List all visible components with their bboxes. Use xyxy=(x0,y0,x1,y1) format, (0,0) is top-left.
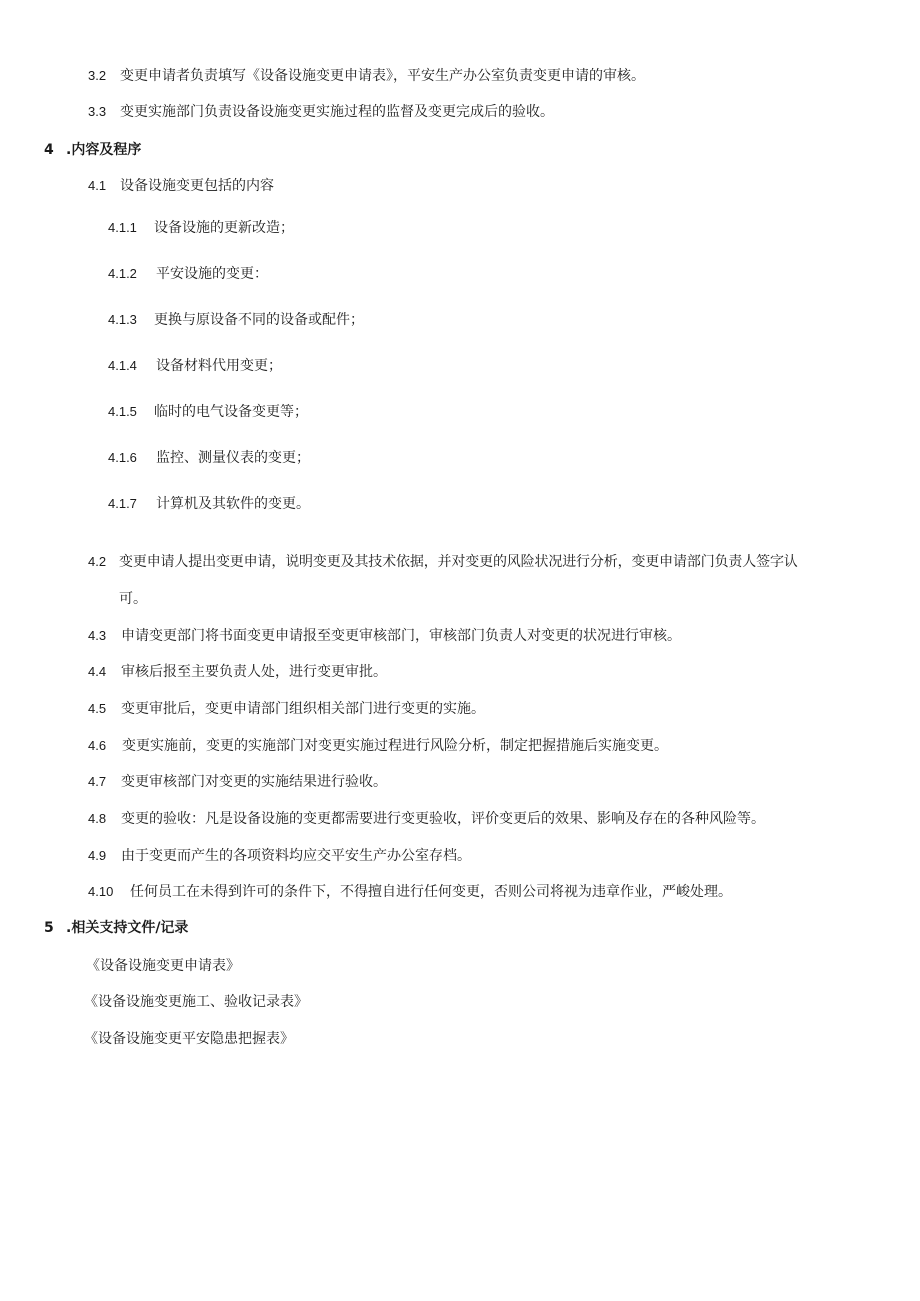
section-heading-4 xyxy=(44,140,141,160)
item-4-2-continuation xyxy=(119,589,147,609)
record-item xyxy=(84,1029,294,1049)
item-text: 任何员工在未得到许可的条件下，不得擅自进行任何变更，否则公司将视为违章作业，严峻处理。 xyxy=(130,884,732,900)
item-number: 4.1 xyxy=(88,178,107,193)
item-4-2 xyxy=(88,552,798,572)
item-text: 变更实施前，变更的实施部门对变更实施过程进行风险分析，制定把握措施后实施变更。 xyxy=(122,738,668,754)
item-4-1-7 xyxy=(108,494,310,514)
item-3-3 xyxy=(88,102,554,122)
record-text: 《设备设施变更申请表》 xyxy=(86,958,240,974)
item-number: 4.2 xyxy=(88,554,107,569)
item-text: 设备设施的更新改造； xyxy=(154,220,294,236)
item-text: 申请变更部门将书面变更申请报至变更审核部门，审核部门负责人对变更的状况进行审核。 xyxy=(121,628,681,644)
item-text: 变更实施部门负责设备设施变更实施过程的监督及变更完成后的验收。 xyxy=(120,104,554,120)
item-text: 变更申请人提出变更申请，说明变更及其技术依据，并对变更的风险状况进行分析，变更申请部门负责人签字认 xyxy=(119,554,798,570)
item-text: 变更的验收：凡是设备设施的变更都需要进行变更验收，评价变更后的效果、影响及存在的各种风险等。 xyxy=(121,811,765,827)
record-item xyxy=(86,956,240,976)
item-text: 变更申请者负责填写《设备设施变更申请表》，平安生产办公室负责变更申请的审核。 xyxy=(120,68,645,84)
item-text: 设备材料代用变更； xyxy=(156,358,282,374)
item-number: 4.9 xyxy=(88,848,107,863)
item-4-1-1 xyxy=(108,218,294,238)
item-number: 4.1.7 xyxy=(108,496,137,511)
item-4-1-6 xyxy=(108,448,310,468)
item-number: 4.1.5 xyxy=(108,404,137,419)
item-4-1-5 xyxy=(108,402,308,422)
item-text: 更换与原设备不同的设备或配件； xyxy=(154,312,364,328)
item-4-7 xyxy=(88,772,387,792)
item-number: 3.3 xyxy=(88,104,107,119)
item-4-5 xyxy=(88,699,485,719)
item-number: 3.2 xyxy=(88,68,107,83)
item-4-1-4 xyxy=(108,356,282,376)
record-text: 《设备设施变更平安隐患把握表》 xyxy=(84,1031,294,1047)
item-4-4 xyxy=(88,662,387,682)
item-number: 4.1.6 xyxy=(108,450,137,465)
record-text: 《设备设施变更施工、验收记录表》 xyxy=(84,994,308,1010)
heading-text: .相关支持文件/记录 xyxy=(66,920,189,936)
item-number: 4.4 xyxy=(88,664,107,679)
item-4-1-2 xyxy=(108,264,268,284)
item-4-3 xyxy=(88,626,681,646)
item-4-10 xyxy=(88,882,732,902)
item-number: 4.1.1 xyxy=(108,220,137,235)
item-text: 设备设施变更包括的内容 xyxy=(120,178,274,194)
item-4-1-3 xyxy=(108,310,364,330)
item-number: 4.7 xyxy=(88,774,107,789)
item-text: 平安设施的变更： xyxy=(156,266,268,282)
item-text: 临时的电气设备变更等； xyxy=(154,404,308,420)
heading-number: 5 xyxy=(44,920,54,936)
item-3-2 xyxy=(88,66,645,86)
item-number: 4.10 xyxy=(88,884,114,899)
item-text: 计算机及其软件的变更。 xyxy=(156,496,310,512)
item-number: 4.6 xyxy=(88,738,107,753)
record-item xyxy=(84,992,308,1012)
item-4-6 xyxy=(88,736,668,756)
item-number: 4.1.2 xyxy=(108,266,137,281)
item-number: 4.1.3 xyxy=(108,312,137,327)
heading-text: .内容及程序 xyxy=(66,142,142,158)
item-4-1 xyxy=(88,176,274,196)
item-text-continuation: 可。 xyxy=(119,591,147,607)
heading-number: 4 xyxy=(44,142,54,158)
item-text: 监控、测量仪表的变更； xyxy=(156,450,310,466)
item-number: 4.8 xyxy=(88,811,107,826)
item-number: 4.5 xyxy=(88,701,107,716)
section-heading-5 xyxy=(44,918,188,938)
item-text: 由于变更而产生的各项资料均应交平安生产办公室存档。 xyxy=(121,848,471,864)
item-number: 4.3 xyxy=(88,628,107,643)
item-4-8 xyxy=(88,809,765,829)
item-4-9 xyxy=(88,846,471,866)
item-number: 4.1.4 xyxy=(108,358,137,373)
item-text: 变更审核部门对变更的实施结果进行验收。 xyxy=(121,774,387,790)
item-text: 审核后报至主要负责人处，进行变更审批。 xyxy=(121,664,387,680)
item-text: 变更审批后，变更申请部门组织相关部门进行变更的实施。 xyxy=(121,701,485,717)
